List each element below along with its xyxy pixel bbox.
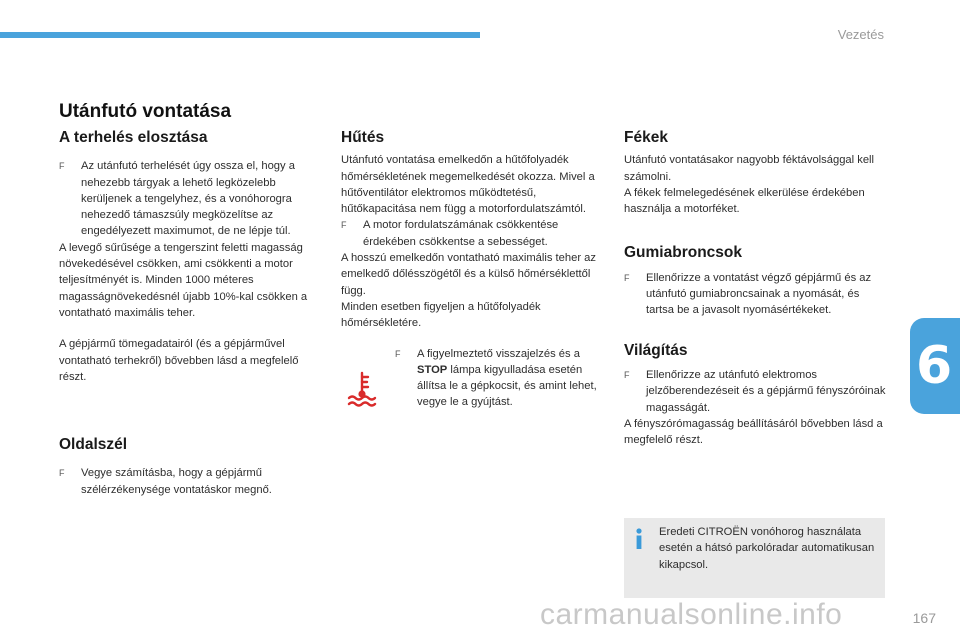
bullet-marker: F	[395, 348, 401, 359]
header-accent-bar	[0, 32, 480, 38]
bullet-lighting-text: Ellenőrizze az utánfutó elektromos jelzőberendezéseit és a gépjármű fényszóróinak magasságát.	[646, 368, 886, 414]
bullet-warning-text	[417, 346, 601, 411]
bullet-marker: F	[59, 468, 65, 479]
text-air-density: A levegő sűrűsége a tengerszint feletti magasság növekedésével csökken, ami csökkenti a motor teljesítményét is. Minden 1000 méteres magasságnövekedésnél újabb 10%-kal csökken a vontatható maximális teher.	[59, 241, 308, 319]
heading-tyres: Gumiabroncsok	[624, 244, 742, 262]
bullet-cooling	[341, 217, 601, 250]
bullet-marker: F	[59, 161, 65, 172]
column-middle	[341, 130, 601, 411]
heading-load-distribution: A terhelés elosztása	[59, 129, 208, 146]
column-left	[59, 130, 319, 498]
bullet-load-text: Az utánfutó terhelését úgy ossza el, hogy a nehezebb tárgyak a lehető legközelebb kerüljenek a tengelyhez, és a vonóhorogra nehezedő támaszsúly megközelítse az engedélyezett maximumot, de ne lépje túl.	[81, 160, 295, 238]
coolant-temperature-warning-icon	[346, 370, 378, 408]
text-engine-brake: A fékek felmelegedésének elkerülése érdekében használja a motorféket.	[624, 186, 865, 216]
section-label: Vezetés	[837, 27, 884, 42]
text-max-load-slope: A hosszú emelkedőn vontatható maximális teher az emelkedő dőlésszögétől és a külső hőmérséklettől függ.	[341, 252, 596, 297]
bullet-tyres-text: Ellenőrizze a vontatást végző gépjármű és az utánfutó gumiabroncsainak a nyomását, és tartsa be a javasolt nyomásértékeket.	[646, 271, 872, 317]
text-watch-coolant: Minden esetben figyeljen a hűtőfolyadék hőmérsékletére.	[341, 300, 541, 330]
bullet-crosswind-text: Vegye számításba, hogy a gépjármű szélérzékenysége vontatáskor megnő.	[81, 467, 272, 496]
warning-text-pre: A figyelmeztető visszajelzés és a	[417, 347, 580, 360]
chapter-number: 6	[916, 336, 953, 396]
bullet-tyres	[624, 270, 886, 319]
info-note-box	[624, 518, 885, 598]
bullet-marker: F	[624, 272, 630, 283]
warning-stop-label: STOP	[417, 363, 448, 376]
heading-lighting: Világítás	[624, 341, 688, 359]
info-note-text: Eredeti CITROËN vonóhorog használata esetén a hátsó parkolóradar automatikusan kikapcsol.	[659, 526, 875, 571]
bullet-marker: F	[341, 220, 347, 231]
warning-text-post: lámpa kigyulladása esetén állítsa le a gépkocsit, és amint lehet, vegye le a gyújtást.	[417, 363, 597, 409]
bullet-load	[59, 158, 319, 239]
text-braking-distance: Utánfutó vontatásakor nagyobb féktávolsággal kell számolni.	[624, 154, 875, 183]
bullet-marker: F	[624, 369, 630, 380]
heading-cooling: Hűtés	[341, 129, 385, 146]
page-title: Utánfutó vontatása	[59, 101, 232, 122]
text-mass-reference: A gépjármű tömegadatairól (és a gépjárművel vontatható terhekről) bővebben lásd a megfelelő részt.	[59, 338, 299, 383]
watermark: carmanualsonline.info	[540, 598, 843, 631]
info-icon	[632, 528, 646, 550]
heading-crosswind: Oldalszél	[59, 436, 128, 454]
chapter-tab	[910, 318, 960, 414]
heading-brakes: Fékek	[624, 129, 668, 146]
bullet-crosswind	[59, 465, 319, 498]
text-cooling-intro: Utánfutó vontatása emelkedőn a hűtőfolyadék hőmérsékletének megemelkedését okozza. Mivel a hűtőventilátor elektromos működtetésű, hűtőkapacitása nem függ a motorfordulatszámtól.	[341, 154, 595, 216]
column-right	[624, 130, 886, 448]
bullet-lighting	[624, 367, 886, 416]
bullet-cooling-text: A motor fordulatszámának csökkentése érdekében csökkentse a sebességet.	[363, 219, 559, 248]
page-number: 167	[912, 610, 936, 626]
bullet-warning	[395, 346, 601, 411]
text-headlamp-adjust: A fényszórómagasság beállításáról bővebben lásd a megfelelő részt.	[624, 417, 883, 447]
